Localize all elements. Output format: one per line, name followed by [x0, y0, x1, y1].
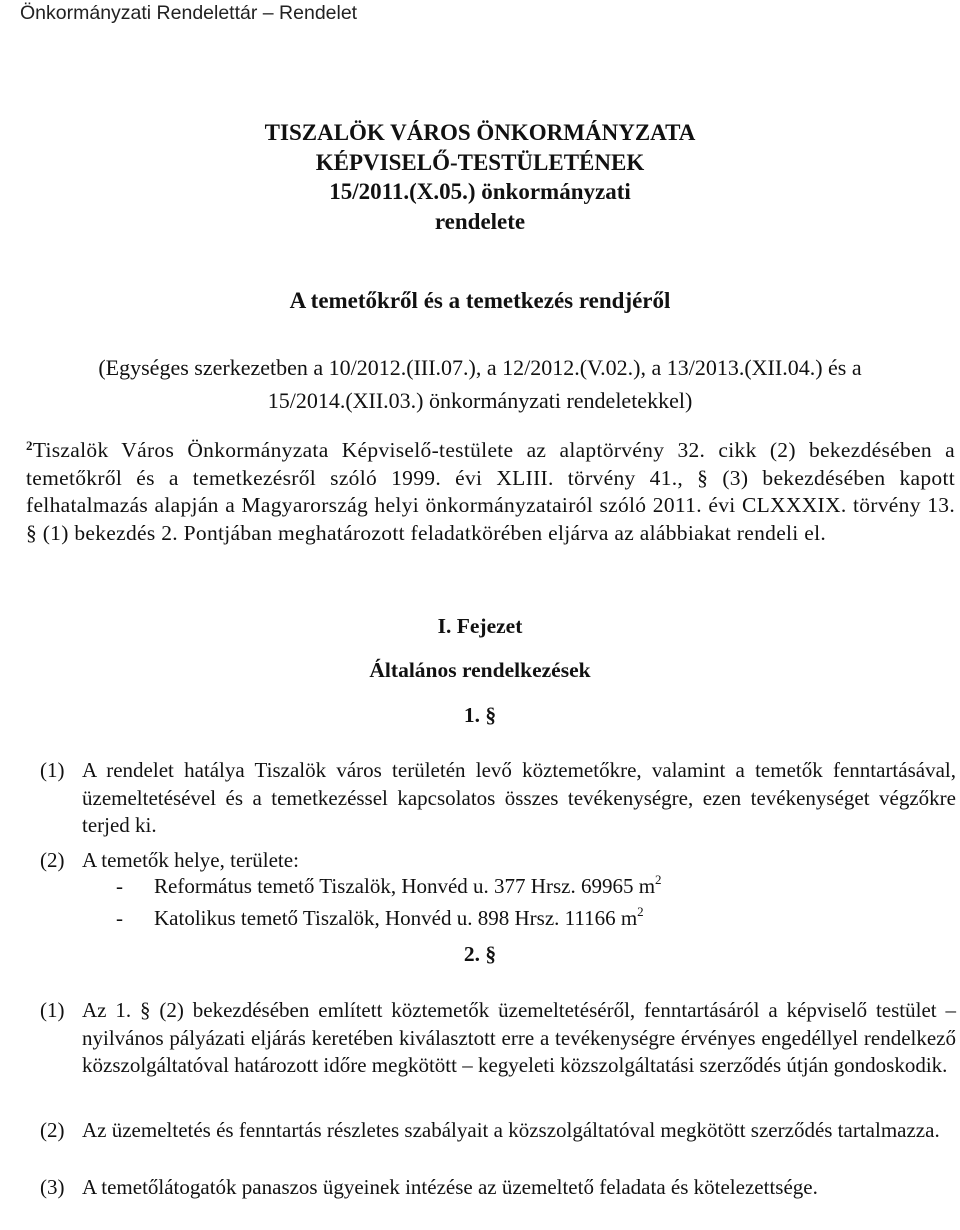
superscript: 2	[637, 904, 644, 919]
consolidation-note	[0, 351, 960, 417]
paragraph-number: (2)	[40, 1118, 65, 1142]
list-item-text: Református temető Tiszalök, Honvéd u. 377 Hrsz. 69965 m	[154, 874, 656, 898]
list-item-text: Katolikus temető Tiszalök, Honvéd u. 898 Hrsz. 11166 m	[154, 906, 638, 930]
footnote-mark: 2	[26, 438, 33, 453]
paragraph-number: (2)	[40, 848, 65, 872]
consolidation-line: (Egységes szerkezetben a 10/2012.(III.07.), a 12/2012.(V.02.), a 13/2013.(XII.04.) és a	[98, 355, 862, 380]
page-header: Önkormányzati Rendelettár – Rendelet	[20, 2, 358, 24]
paragraph-number: (3)	[40, 1175, 65, 1199]
paragraph-text: Az 1. § (2) bekezdésében említett köztemetők üzemeltetéséről, fenntartásáról a képviselő testület – nyilvános pályázati eljárás keretében kiválasztott erre a tevékenységre érvényes engedéllyel rendelkező közszolgáltatóval határozott időre megkötött – kegyeleti közszolgáltatási szerződés útján gondoskodik.	[82, 998, 956, 1077]
preamble-text: Tiszalök Város Önkormányzata Képviselő-testülete az alaptörvény 32. cikk (2) bekezdésében a temetőkről és a temetkezésről szóló 1999. évi XLIII. törvény 41., § (3) bekezdésében kapott felhatalmazás alapján a Magyarország helyi önkormányzatairól szóló 2011. évi CLXXXIX. törvény 13. § (1) bekezdés 2. Pontjában meghatározott feladatkörében eljárva az alábbiakat rendeli el.	[26, 438, 955, 545]
list-dash: -	[116, 906, 123, 930]
paragraph-text: A rendelet hatálya Tiszalök város területén levő köztemetőkre, valamint a temetők fenntartásával, üzemeltetésével és a temetkezéssel kapcsolatos összes tevékenységre, ezen tevékenységet végzőkre terjed ki.	[82, 758, 956, 837]
title-line: 15/2011.(X.05.) önkormányzati	[329, 179, 631, 204]
list-item	[116, 870, 662, 902]
paragraph	[40, 997, 956, 1080]
paragraph-number: (1)	[40, 758, 65, 782]
consolidation-line: 15/2014.(XII.03.) önkormányzati rendeletekkel)	[267, 388, 693, 413]
superscript: 2	[655, 872, 662, 887]
document-subtitle: A temetőkről és a temetkezés rendjéről	[289, 288, 671, 313]
paragraph	[40, 1117, 956, 1145]
chapter-number: I. Fejezet	[437, 614, 523, 638]
cemetery-list	[116, 870, 662, 934]
document-title	[0, 118, 960, 236]
paragraph	[40, 1174, 956, 1202]
list-dash: -	[116, 874, 123, 898]
paragraph	[40, 757, 956, 840]
preamble	[26, 437, 955, 547]
title-line: rendelete	[434, 208, 526, 234]
paragraph-text: Az üzemeltetés és fenntartás részletes szabályait a közszolgáltatóval megkötött szerződés tartalmazza.	[82, 1118, 940, 1142]
title-line: TISZALÖK VÁROS ÖNKORMÁNYZATA	[264, 120, 696, 145]
paragraph-number: (1)	[40, 998, 65, 1022]
section-mark: 1. §	[463, 703, 497, 727]
chapter-title: Általános rendelkezések	[369, 658, 591, 682]
list-item	[116, 902, 662, 934]
title-line: KÉPVISELŐ-TESTÜLETÉNEK	[315, 149, 645, 175]
paragraph-text: A temetők helye, területe:	[82, 848, 299, 872]
section-mark: 2. §	[463, 942, 497, 966]
paragraph-text: A temetőlátogatók panaszos ügyeinek intézése az üzemeltető feladata és kötelezettsége.	[82, 1175, 818, 1199]
